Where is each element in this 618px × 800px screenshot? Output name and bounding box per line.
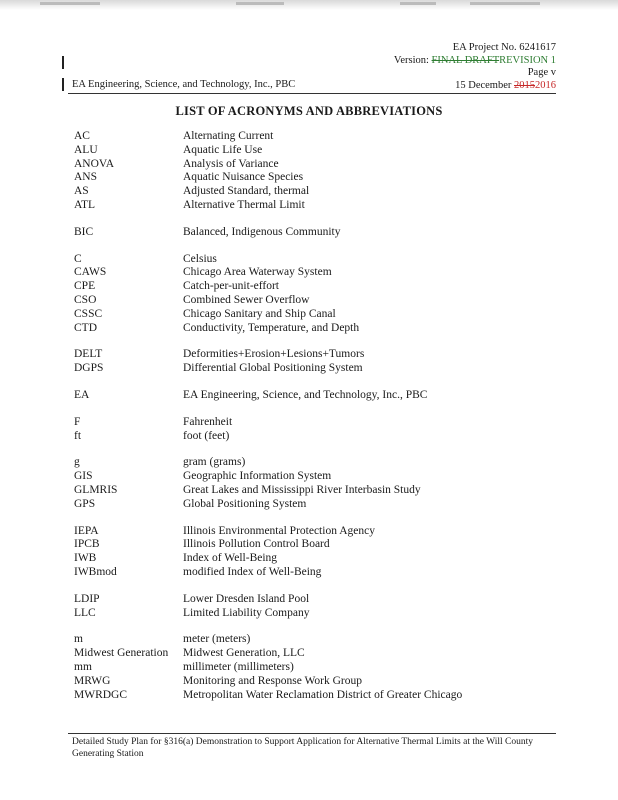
acronym: MRWG — [74, 674, 111, 687]
acronym-definition: meter (meters) — [183, 633, 251, 646]
acronym: ATL — [74, 198, 96, 211]
acronym-row — [74, 185, 544, 199]
acronym: IWBmod — [74, 565, 117, 578]
acronym-definition: Illinois Pollution Control Board — [183, 538, 330, 551]
acronym-definition: Chicago Sanitary and Ship Canal — [183, 307, 336, 320]
scan-mark — [40, 2, 100, 5]
change-bar — [62, 78, 64, 91]
header-rule — [68, 93, 556, 94]
acronym-definition: Alternative Thermal Limit — [183, 198, 305, 211]
acronym-row — [74, 362, 544, 376]
version-prefix: Version: — [393, 54, 429, 66]
acronym-row — [74, 633, 544, 647]
acronym-definition: gram (grams) — [183, 456, 246, 469]
date-year-deleted: 2015 — [514, 79, 535, 91]
date-month: December — [468, 79, 512, 91]
acronym-row — [74, 308, 544, 322]
acronym-row — [74, 171, 544, 185]
acronym: ALU — [74, 143, 98, 156]
scan-mark — [470, 2, 540, 5]
acronym-row — [74, 456, 544, 470]
acronym-definition: modified Index of Well-Being — [183, 565, 322, 578]
acronym: Midwest Generation — [74, 647, 169, 660]
acronym: CSO — [74, 293, 97, 306]
acronym: ft — [74, 429, 82, 442]
scan-mark — [236, 2, 284, 5]
acronym-definition: Catch-per-unit-effort — [183, 280, 279, 293]
acronym-row — [74, 538, 544, 552]
page-title: LIST OF ACRONYMS AND ABBREVIATIONS — [175, 104, 443, 118]
acronym-definition: Great Lakes and Mississippi River Interbasin Study — [183, 483, 421, 496]
acronym: GPS — [74, 497, 96, 510]
acronym: DGPS — [74, 362, 104, 375]
acronym-row — [74, 484, 544, 498]
scan-mark — [400, 2, 436, 5]
acronym-row — [74, 566, 544, 580]
acronym-definition: Illinois Environmental Protection Agency — [183, 524, 375, 537]
acronym-definition: Balanced, Indigenous Community — [183, 225, 341, 238]
acronym-row — [74, 322, 544, 336]
acronym: IWB — [74, 552, 97, 565]
acronym-row — [74, 158, 544, 172]
acronym: GIS — [74, 470, 93, 483]
acronym-row — [74, 416, 544, 430]
acronym-row — [74, 661, 544, 675]
acronym-definition: millimeter (millimeters) — [183, 660, 294, 673]
acronym: mm — [74, 660, 92, 673]
acronym-definition: foot (feet) — [183, 429, 230, 442]
acronym: LLC — [74, 606, 96, 619]
acronym-definition: Conductivity, Temperature, and Depth — [183, 321, 360, 334]
page-footer: Detailed Study Plan for §316(a) Demonstration to Support Application for Alternative Thermal Limits at the Will County Generating Station — [72, 737, 533, 759]
acronym: CAWS — [74, 266, 107, 279]
acronym-row — [74, 525, 544, 539]
acronym-row — [74, 144, 544, 158]
acronym-definition: Alternating Current — [183, 130, 274, 142]
acronym-row — [74, 470, 544, 484]
acronym-row — [74, 280, 544, 294]
footer-rule — [68, 733, 556, 734]
acronym-row — [74, 593, 544, 607]
acronym-definition: Combined Sewer Overflow — [183, 293, 310, 306]
acronym-row — [74, 498, 544, 512]
acronym-definition: Aquatic Life Use — [183, 143, 263, 156]
acronym-row — [74, 689, 544, 703]
acronym: LDIP — [74, 592, 100, 605]
acronym: GLMRIS — [74, 483, 118, 496]
acronym: CPE — [74, 280, 96, 293]
acronym: BIC — [74, 225, 94, 238]
acronym: AS — [74, 185, 89, 198]
date-day: 5 — [460, 79, 466, 91]
project-number: EA Project No. 6241617 — [452, 42, 556, 53]
acronym-definition: Lower Dresden Island Pool — [183, 592, 310, 605]
acronym-row — [74, 226, 544, 240]
date-year-inserted: 2016 — [535, 79, 556, 91]
acronym-definition: Limited Liability Company — [183, 606, 310, 619]
acronym-row — [74, 607, 544, 621]
company-name: EA Engineering, Science, and Technology, Inc., PBC — [72, 79, 296, 90]
page-header-right — [394, 42, 556, 92]
date-prefix: 1 — [455, 79, 461, 91]
acronym-definition: Monitoring and Response Work Group — [183, 674, 363, 687]
acronym-list — [74, 130, 544, 702]
acronym: IPCB — [74, 538, 100, 551]
version-deleted: FINAL DRAFT — [431, 54, 500, 66]
acronym-row — [74, 253, 544, 267]
acronym: ANOVA — [74, 157, 115, 170]
acronym-definition: Aquatic Nuisance Species — [183, 171, 304, 184]
acronym: AC — [74, 130, 90, 142]
acronym: IEPA — [74, 524, 99, 537]
acronym-row — [74, 294, 544, 308]
acronym-definition: Chicago Area Waterway System — [183, 266, 332, 279]
date-line — [394, 80, 556, 93]
acronym-definition: Geographic Information System — [183, 470, 332, 483]
acronym-row — [74, 348, 544, 362]
acronym-row — [74, 430, 544, 444]
acronym: EA — [74, 388, 90, 401]
acronym: CTD — [74, 321, 97, 334]
acronym-definition: Fahrenheit — [183, 415, 233, 428]
acronym: m — [74, 633, 83, 646]
acronym-row — [74, 199, 544, 213]
acronym-row — [74, 266, 544, 280]
acronym: g — [74, 456, 80, 469]
acronym: ANS — [74, 171, 98, 184]
acronym-row — [74, 389, 544, 403]
acronym-definition: Celsius — [183, 252, 217, 265]
acronym: DELT — [74, 348, 103, 361]
acronym: C — [74, 252, 82, 265]
acronym-definition: EA Engineering, Science, and Technology, Inc., PBC — [183, 388, 428, 401]
acronym-row — [74, 130, 544, 144]
acronym-row — [74, 647, 544, 661]
acronym-definition: Index of Well-Being — [183, 552, 278, 565]
change-bar — [62, 56, 64, 69]
version-line — [394, 55, 556, 68]
acronym-definition: Analysis of Variance — [183, 157, 279, 170]
acronym-definition: Global Positioning System — [183, 497, 307, 510]
acronym-definition: Adjusted Standard, thermal — [183, 185, 310, 198]
acronym: F — [74, 415, 81, 428]
page-number: Page v — [527, 67, 556, 78]
acronym-definition: Midwest Generation, LLC — [183, 647, 305, 660]
acronym-row — [74, 552, 544, 566]
acronym-definition: Differential Global Positioning System — [183, 362, 363, 375]
acronym-definition: Metropolitan Water Reclamation District of Greater Chicago — [183, 688, 463, 701]
acronym-row — [74, 675, 544, 689]
version-inserted: REVISION 1 — [499, 54, 556, 66]
acronym: CSSC — [74, 307, 103, 320]
acronym-definition: Deformities+Erosion+Lesions+Tumors — [183, 348, 365, 361]
acronym: MWRDGC — [74, 688, 128, 701]
